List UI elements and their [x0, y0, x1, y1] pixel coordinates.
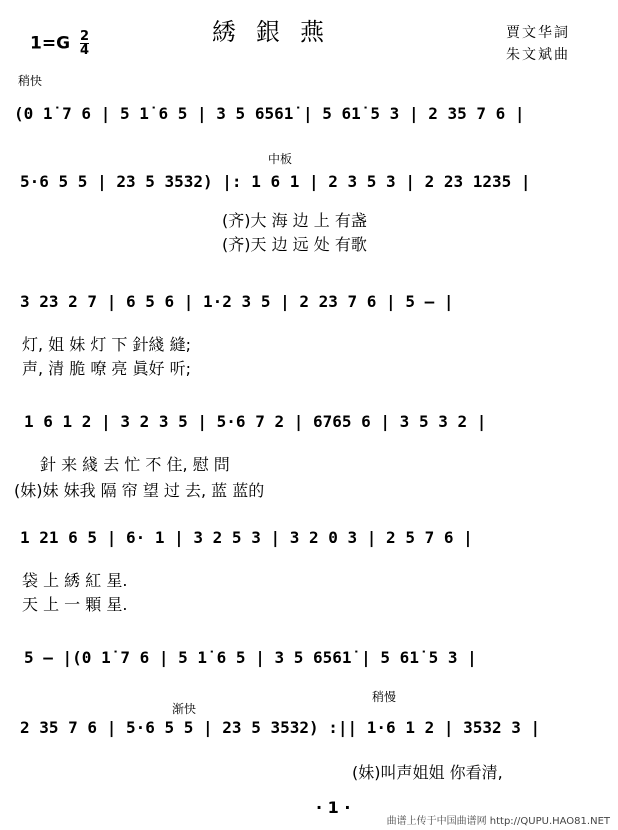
watermark: 曲谱上传于中国曲谱网 http://QUPU.HAO81.NET: [386, 816, 610, 827]
lyricist: 賈文华詞: [506, 25, 570, 41]
score-line-1: [0, 104, 618, 164]
score-line-3: [0, 292, 618, 378]
lyric-line-3b: 声, 清 脆 嘹 亮 眞好 听;: [22, 359, 191, 378]
notes-line-7: 2 35 7 6 | 5·6 5 5 | 23 5 3532) :|| 1·6 1 2 | 3532 3 |: [20, 718, 541, 737]
tempo-zhongban: 中板: [268, 152, 293, 166]
page-number: · 1 ·: [316, 798, 351, 817]
lyric-line-2a: (齐)大 海 边 上 有盏: [222, 211, 367, 230]
score-line-6: [0, 648, 618, 708]
lyric-line-5a: 袋 上 綉 紅 星.: [22, 571, 128, 590]
notes-line-2: 5·6 5 5 | 23 5 3532) |: 1 6 1 | 2 3 5 3 | 2 23 1235 |: [20, 172, 531, 191]
song-title: 綉銀燕: [212, 18, 344, 46]
tempo-intro: 稍快: [18, 74, 43, 88]
lyric-line-7: (妹)叫声姐姐 你看清,: [352, 763, 503, 782]
time-signature: [80, 30, 89, 57]
tempo-shaoman: 稍慢: [372, 690, 397, 704]
lyric-line-3a: 灯, 姐 妹 灯 下 針綫 縫;: [22, 335, 191, 354]
composer: 朱文斌曲: [506, 47, 570, 63]
notes-line-5: 1 21 6 5 | 6· 1 | 3 2 5 3 | 3 2 0 3 | 2 5 7 6 |: [20, 528, 473, 547]
score-line-7: [0, 718, 618, 782]
notes-line-4: 1 6 1 2 | 3 2 3 5 | 5·6 7 2 | 6765 6 | 3 5 3 2 |: [24, 412, 487, 431]
lyric-line-5b: 天 上 一 顆 星.: [22, 595, 128, 614]
key-signature: [30, 30, 89, 57]
notes-line-1: (0 1̇ 7 6 | 5 1̇ 6 5 | 3 5 6561̇ | 5 61̇ 5 3 | 2 35 7 6 |: [14, 104, 525, 123]
lyric-line-4b: (妹)妹 妹我 隔 帘 望 过 去, 蓝 蓝的: [14, 481, 265, 500]
lyric-line-4a: 針 来 綫 去 忙 不 住, 慰 問: [40, 455, 230, 474]
score-line-4: [0, 412, 618, 500]
score-line-2: [0, 172, 618, 254]
time-bottom: 4: [79, 43, 89, 58]
tempo-jiankuai: 渐快: [172, 702, 197, 716]
key-label: 1=G: [30, 33, 71, 54]
notes-line-6: 5 – |(0 1̇ 7 6 | 5 1̇ 6 5 | 3 5 6561̇ | 5 61̇ 5 3 |: [24, 648, 477, 667]
notes-line-3: 3 23 2 7 | 6 5 6 | 1·2 3 5 | 2 23 7 6 | 5 – |: [20, 292, 454, 311]
score-line-5: [0, 528, 618, 614]
time-top: 2: [79, 29, 89, 44]
lyric-line-2b: (齐)天 边 远 处 有歌: [222, 235, 367, 254]
